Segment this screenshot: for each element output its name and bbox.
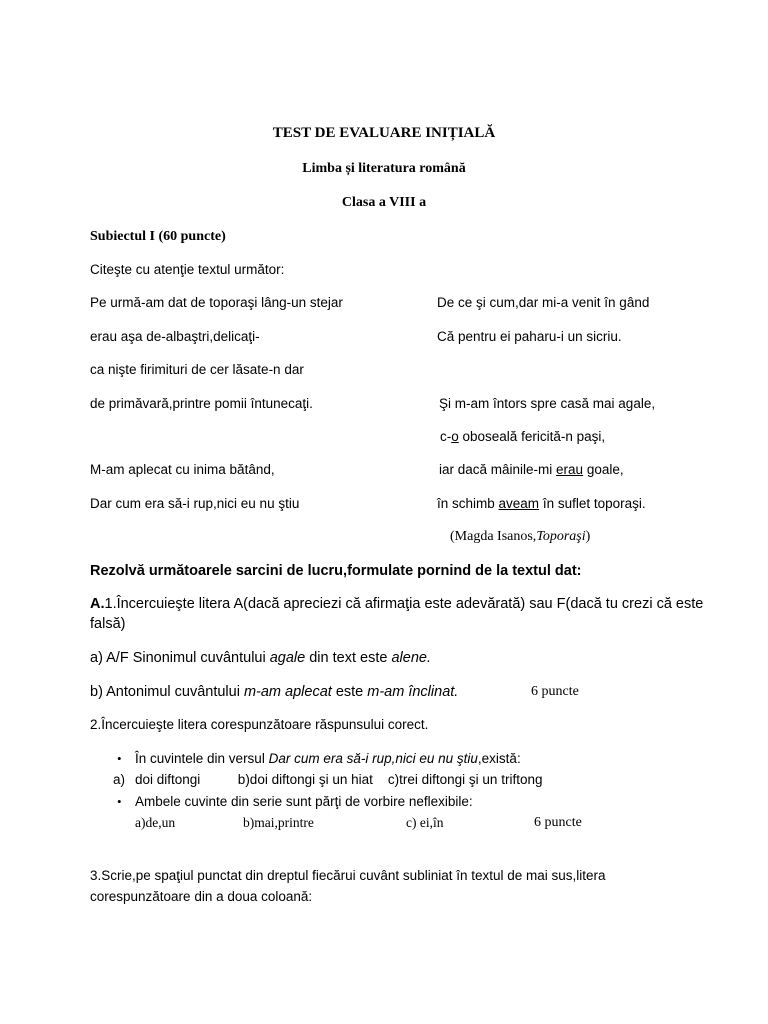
tasks-heading (90, 563, 582, 580)
poem-line: De ce şi cum,dar mi-a venit în gând (437, 295, 650, 310)
question-a (90, 650, 431, 667)
question-a-word: agale (269, 650, 306, 666)
poem-source (450, 529, 590, 545)
task-a1 (90, 596, 703, 613)
option-a: a)de,un (135, 815, 176, 830)
question-b-word: m-am aplecat (243, 684, 332, 700)
test-title: TEST DE EVALUARE INIȚIALĂ (272, 125, 496, 141)
task-a1-continued: falsă) (90, 616, 126, 632)
poem-line: Dar cum era să-i rup,nici eu nu ştiu (90, 496, 300, 511)
poem-text: iar dacă mâinile-mi (439, 462, 557, 477)
question-b-mid: este (331, 684, 368, 700)
class-title: Clasa a VIII a (341, 195, 427, 210)
poem-line: de primăvară,printre pomii întunecaţi. (90, 396, 313, 411)
poem-line: erau aşa de-albaştri,delicaţi- (90, 329, 260, 344)
poem-line (439, 462, 624, 478)
tasks-heading-text: Rezolvă următoarele sarcini de lucru,formulate pornind de la textul dat (90, 563, 577, 579)
question-b-text: b) Antonimul cuvântului (90, 684, 244, 700)
poem-line: Şi m-am întors spre casă mai agale, (439, 396, 656, 411)
question-a-answer: alene. (391, 650, 431, 666)
underlined-word: aveam (498, 496, 540, 511)
task-a-label: A. (90, 596, 105, 612)
question-2: 2.Încercuieşte litera corespunzătoare răspunsului corect. (90, 717, 429, 732)
poem-line (437, 496, 646, 512)
poem-line (440, 429, 605, 445)
points-label: 6 puncte (531, 684, 579, 699)
question-3: 3.Scrie,pe spaţiul punctat din dreptul fiecărui cuvânt subliniat în textul de mai sus,litera (90, 868, 606, 883)
question-b (90, 684, 458, 701)
poem-text: în suflet toporaşi. (539, 496, 646, 511)
poem-text: goale, (583, 462, 624, 477)
question-3-continued: corespunzătoare din a doua coloană: (90, 889, 313, 904)
question-a-text: a) A/F Sinonimul cuvântului (90, 650, 270, 666)
options-line: doi diftongi b)doi diftongi şi un hiat c)trei diftongi şi un triftong (135, 772, 543, 787)
source-close: ) (585, 529, 591, 544)
bullet-text: În cuvintele din versul (135, 751, 269, 766)
poem-line: Pe urmă-am dat de toporaşi lâng-un stejar (90, 295, 343, 310)
poem-line: Că pentru ei paharu-i un sicriu. (437, 329, 622, 344)
poem-text: oboseală fericită-n paşi, (458, 429, 606, 444)
bullet-item (135, 751, 521, 767)
bullet-item: Ambele cuvinte din serie sunt părţi de vorbire neflexibile: (135, 794, 473, 809)
poem-text: c- (440, 429, 452, 444)
section-heading: Subiectul I (60 puncte) (90, 229, 226, 244)
source-title: Toporaşi (536, 529, 586, 544)
bullet-italic: Dar cum era să-i rup,nici eu nu ştiu (268, 751, 478, 766)
task-a1-text: 1.Încercuieşte litera A(dacă apreciezi că afirmaţia este adevărată) sau F(dacă tu crezi că este (104, 596, 704, 612)
points-label: 6 puncte (534, 815, 582, 830)
read-instruction: Citeşte cu atenţie textul următor: (90, 262, 285, 277)
poem-line: M-am aplecat cu inima bătând, (90, 462, 275, 477)
underlined-word: o (451, 429, 459, 444)
bullet-icon: • (117, 794, 122, 809)
question-a-mid: din text este (305, 650, 392, 666)
poem-text: în schimb (437, 496, 499, 511)
tasks-heading-colon: : (576, 563, 582, 579)
option-label: a) (113, 772, 126, 787)
underlined-word: erau (556, 462, 584, 477)
subject-title: Limba și literatura română (302, 161, 466, 176)
option-c: c) ei,în (406, 815, 444, 830)
poem-line: ca nişte firimituri de cer lăsate-n dar (90, 362, 304, 377)
bullet-text-end: ,există: (477, 751, 521, 766)
question-b-answer: m-am înclinat. (367, 684, 459, 700)
bullet-icon: • (117, 751, 122, 766)
option-b: b)mai,printre (243, 815, 314, 830)
source-author: (Magda Isanos, (450, 529, 537, 544)
